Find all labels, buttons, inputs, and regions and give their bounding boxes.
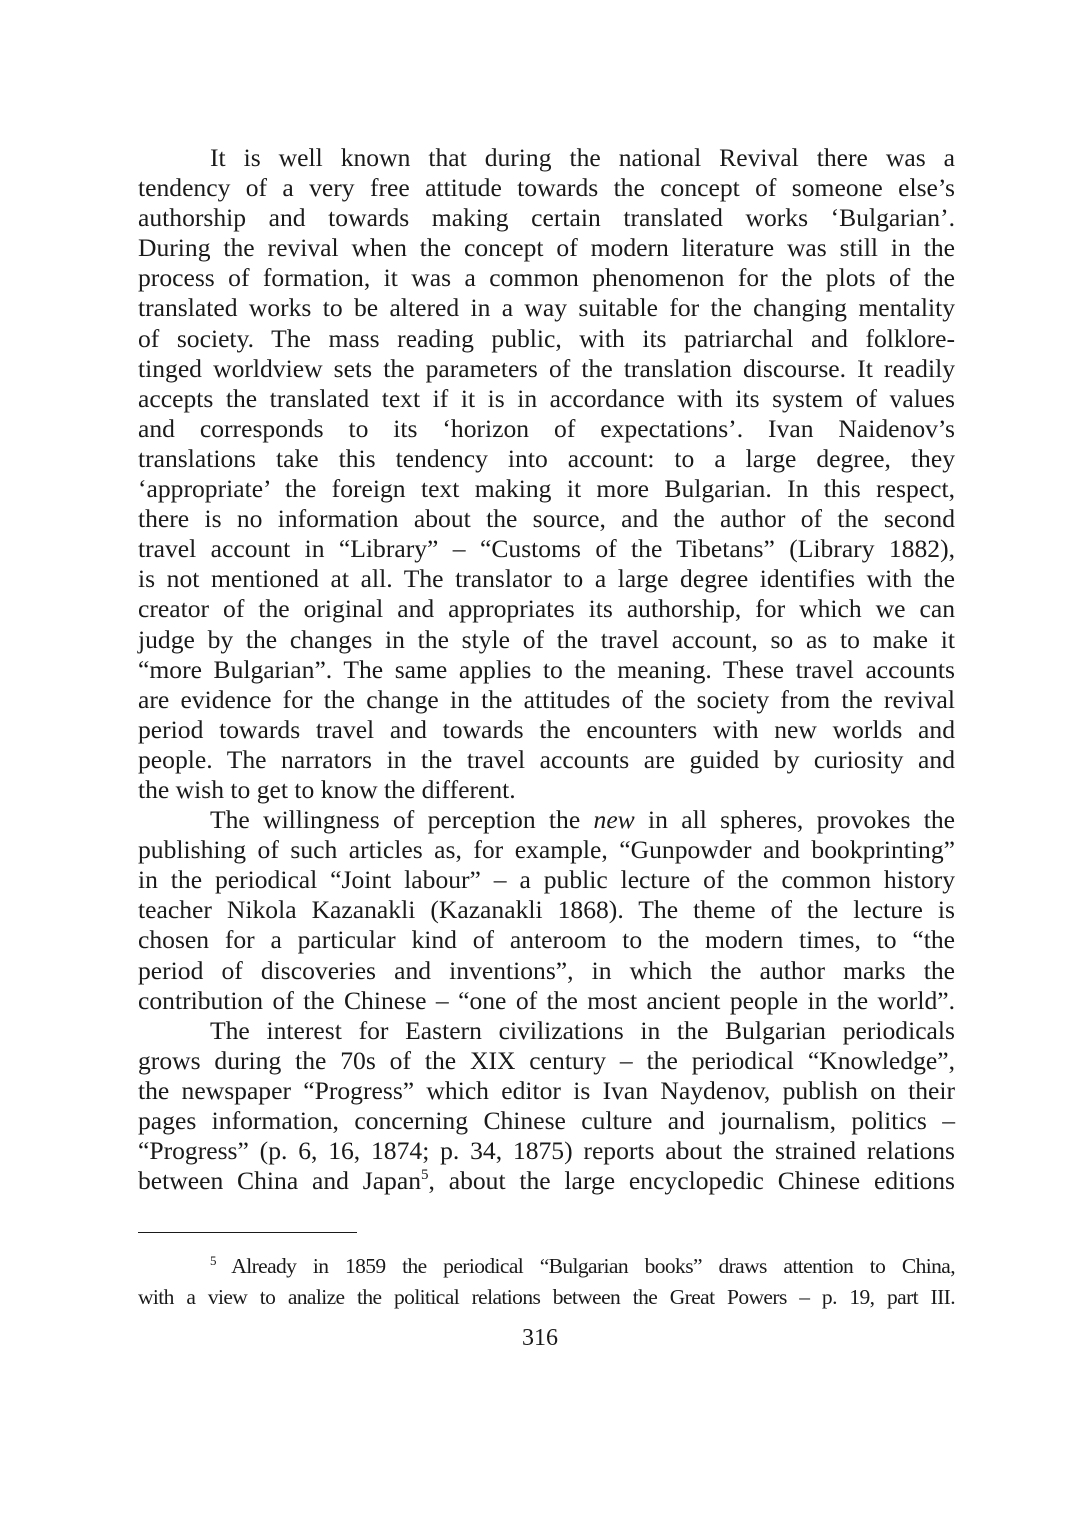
text-line <box>138 956 955 986</box>
text-line <box>138 685 955 715</box>
text-run: in all spheres, provokes the <box>634 805 956 835</box>
text-run: there is no information about the source, and the author of the second <box>138 504 955 534</box>
text-run: “more Bulgarian”. The same applies to the meaning. These travel accounts <box>138 654 955 684</box>
footnote-marker: 5 <box>210 1253 216 1268</box>
text-line <box>138 1166 955 1196</box>
text-run: teacher Nikola Kazanakli (Kazanakli 1868). The theme of the lecture is <box>138 895 955 925</box>
text-run: period of discoveries and inventions”, in which the author marks the <box>138 955 955 985</box>
text-run: are evidence for the change in the attitudes of the society from the revival <box>138 684 955 714</box>
text-run: creator of the original and appropriates its authorship, for which we can <box>138 594 955 624</box>
page-number: 316 <box>522 1325 558 1351</box>
text-run: travel account in “Library” – “Customs of the Tibetans” (Library 1882), <box>138 534 955 564</box>
text-run: translated works to be altered in a way suitable for the changing mentality <box>138 293 955 323</box>
text-run: tendency of a very free attitude towards the concept of someone else’s <box>138 173 955 203</box>
text-run: The willingness of perception the <box>210 805 594 835</box>
text-line <box>138 534 955 564</box>
text-run: of society. The mass reading public, with its patriarchal and folklore- <box>138 323 955 353</box>
text-run: with a view to analize the political relations between the Great Powers – p. 19, part III. <box>138 1285 955 1309</box>
footnotes <box>138 1251 955 1313</box>
text-line <box>138 414 955 444</box>
text-run: translations take this tendency into account: to a large degree, they <box>138 443 955 473</box>
footnote-marker: 5 <box>421 1167 429 1184</box>
italic-text: new <box>593 805 635 835</box>
text-line <box>138 444 955 474</box>
text-run: the newspaper “Progress” which editor is Ivan Naydenov, publish on their <box>138 1075 955 1105</box>
text-line <box>138 925 955 955</box>
text-line <box>138 474 955 504</box>
text-run: accepts the translated text if it is in accordance with its system of values <box>138 383 955 413</box>
text-run: chosen for a particular kind of anteroom to the modern times, to “the <box>138 925 955 955</box>
text-run: period towards travel and towards the encounters with new worlds and <box>138 714 955 744</box>
text-run: judge by the changes in the style of the travel account, so as to make it <box>138 624 955 654</box>
text-line <box>138 293 955 323</box>
text-line <box>138 1016 955 1046</box>
text-run: process of formation, it was a common phenomenon for the plots of the <box>138 263 955 293</box>
text-line <box>138 625 955 655</box>
text-run: tinged worldview sets the parameters of the translation discourse. It readily <box>138 353 955 383</box>
text-run: is not mentioned at all. The translator to a large degree identifies with the <box>138 564 955 594</box>
text-line <box>138 1136 955 1166</box>
text-line <box>138 143 955 173</box>
text-line <box>138 715 955 745</box>
text-run: between China and Japan <box>138 1166 422 1196</box>
text-run: grows during the 70s of the XIX century – the periodical “Knowledge”, <box>138 1045 955 1075</box>
text-line <box>138 775 955 805</box>
text-line <box>138 1076 955 1106</box>
text-line <box>138 835 955 865</box>
text-line <box>138 986 955 1016</box>
text-run: and corresponds to its ‘horizon of expectations’. Ivan Naidenov’s <box>138 413 955 443</box>
text-run: It is well known that during the national Revival there was a <box>210 143 955 172</box>
text-run: people. The narrators in the travel accounts are guided by curiosity and <box>138 744 955 774</box>
text-run: The interest for Eastern civilizations in the Bulgarian periodicals <box>210 1015 955 1045</box>
text-line <box>138 865 955 895</box>
text-line <box>138 504 955 534</box>
text-run: “Progress” (p. 6, 16, 1874; p. 34, 1875) reports about the strained relations <box>138 1136 955 1166</box>
text-line <box>138 655 955 685</box>
text-run: in the periodical “Joint labour” – a public lecture of the common history <box>138 865 955 895</box>
text-line <box>138 1106 955 1136</box>
text-line <box>138 233 955 263</box>
body-text <box>138 143 955 1196</box>
text-line <box>138 564 955 594</box>
text-line <box>138 263 955 293</box>
text-line <box>138 173 955 203</box>
text-run: authorship and towards making certain translated works ‘Bulgarian’. <box>138 203 955 233</box>
text-run: During the revival when the concept of modern literature was still in the <box>138 233 955 263</box>
text-line <box>138 805 955 835</box>
footnote-line <box>138 1251 955 1282</box>
text-line <box>138 594 955 624</box>
text-line <box>138 354 955 384</box>
footnote-divider <box>138 1232 357 1233</box>
text-run: Already in 1859 the periodical “Bulgarian books” draws attention to China, <box>215 1254 955 1278</box>
text-run: the wish to get to know the different. <box>138 774 516 804</box>
text-line <box>138 1046 955 1076</box>
footnote-line <box>138 1282 955 1313</box>
text-run: pages information, concerning Chinese culture and journalism, politics – <box>138 1106 955 1135</box>
text-line <box>138 324 955 354</box>
text-run: ‘appropriate’ the foreign text making it more Bulgarian. In this respect, <box>138 474 955 504</box>
text-line <box>138 203 955 233</box>
text-run: publishing of such articles as, for example, “Gunpowder and bookprinting” <box>138 835 955 865</box>
text-line <box>138 745 955 775</box>
text-run: contribution of the Chinese – “one of the most ancient people in the world”. <box>138 985 955 1015</box>
text-run: , about the large encyclopedic Chinese editions <box>428 1166 955 1196</box>
text-line <box>138 384 955 414</box>
text-line <box>138 895 955 925</box>
